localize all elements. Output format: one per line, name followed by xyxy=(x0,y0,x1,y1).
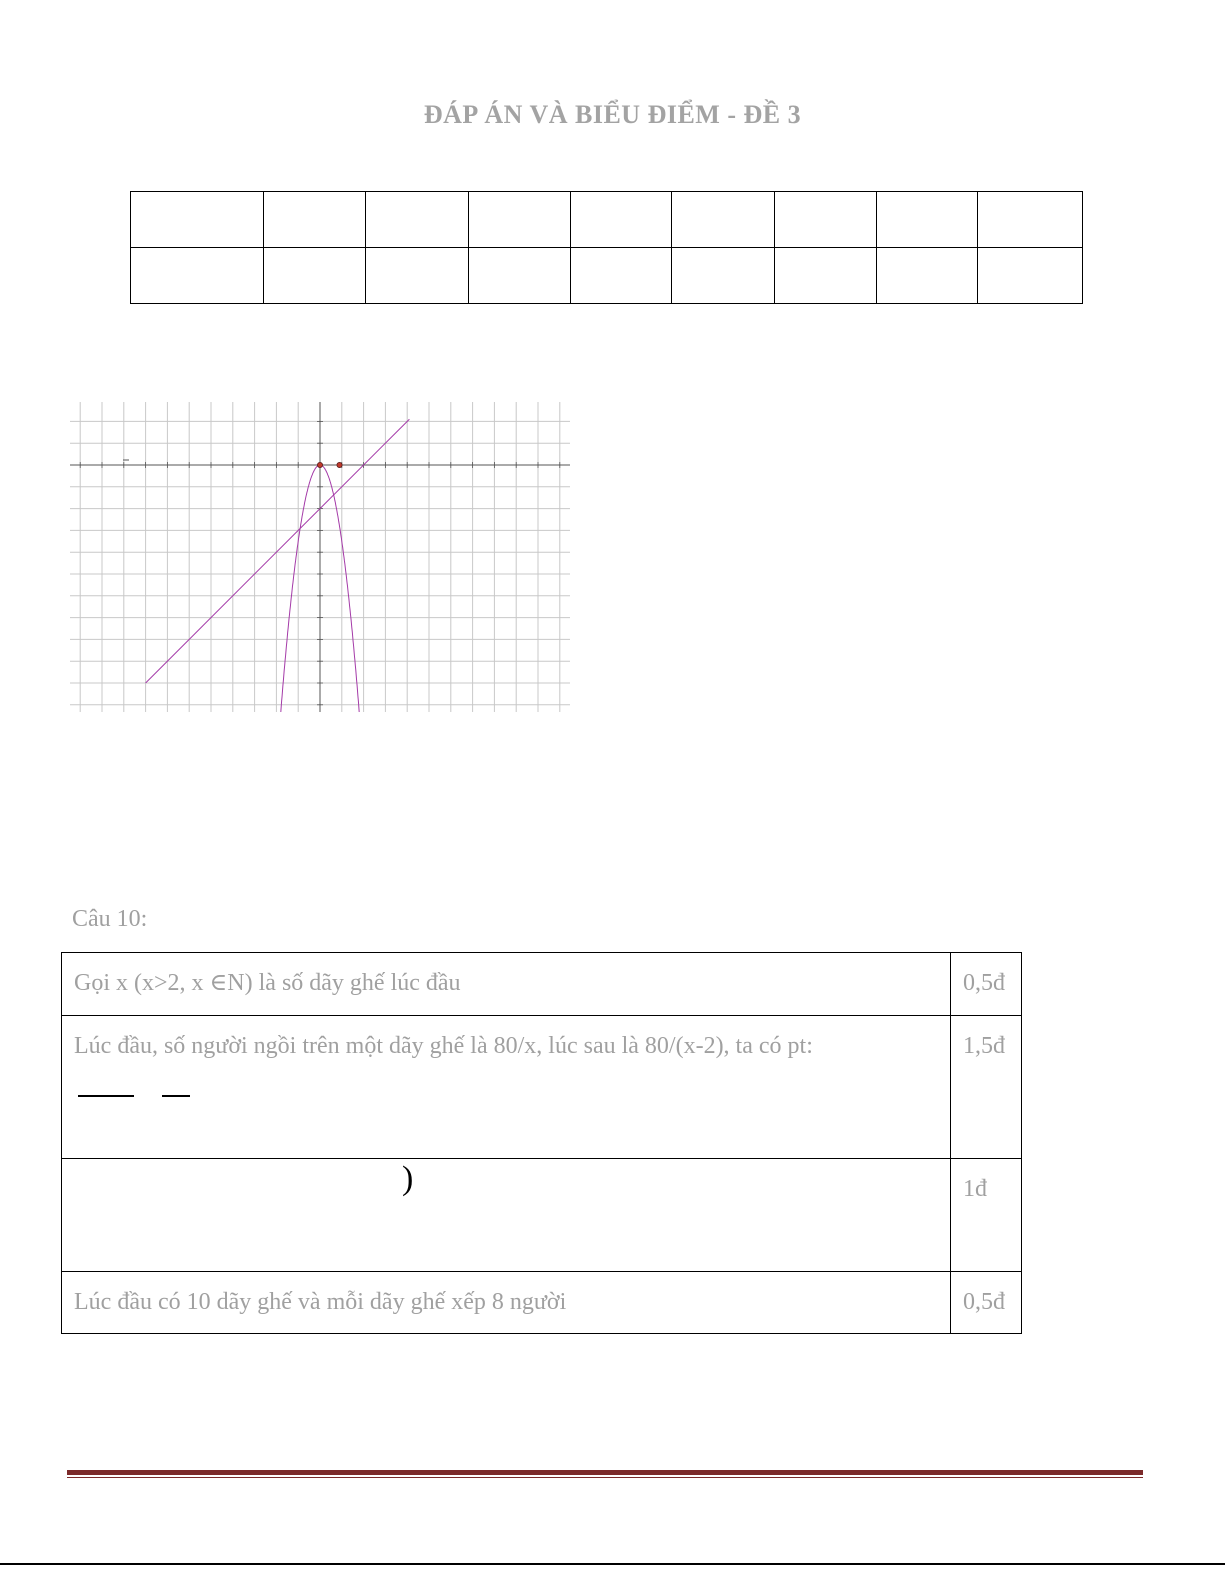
answer-grid-cell xyxy=(978,248,1083,304)
answer-grid-table xyxy=(130,191,1083,304)
solution-content-cell xyxy=(62,1016,951,1159)
solution-row xyxy=(62,953,1022,1016)
answer-grid-row xyxy=(131,192,1083,248)
solution-content: Lúc đầu, số người ngồi trên một dãy ghế là 80/x, lúc sau là 80/(x-2), ta có pt: xyxy=(74,1033,813,1059)
solution-score: 1đ xyxy=(951,1159,1022,1272)
solution-score: 0,5đ xyxy=(951,953,1022,1016)
line-curve xyxy=(146,419,410,683)
solution-table xyxy=(61,952,1022,1334)
answer-grid-cell xyxy=(775,192,877,248)
solution-score: 0,5đ xyxy=(951,1272,1022,1334)
vertex-point xyxy=(317,462,322,467)
solution-score: 1,5đ xyxy=(951,1016,1022,1159)
answer-grid-cell xyxy=(877,192,978,248)
answer-grid-cell xyxy=(263,248,365,304)
solution-content: Gọi x (x>2, x ∈N) là số dãy ghế lúc đầu xyxy=(62,953,951,1016)
answer-grid-cell xyxy=(877,248,978,304)
answer-grid-cell xyxy=(131,192,264,248)
solution-row xyxy=(62,1272,1022,1334)
function-graph xyxy=(70,402,570,712)
answer-grid-cell xyxy=(570,248,672,304)
solution-content: Lúc đầu có 10 dãy ghế và mỗi dãy ghế xếp 8 người xyxy=(62,1272,951,1334)
solution-row xyxy=(62,1159,1022,1272)
fraction-bar xyxy=(162,1095,190,1097)
intersection-point xyxy=(337,462,342,467)
fraction-bars xyxy=(74,1061,938,1101)
answer-grid-cell xyxy=(570,192,672,248)
page-bottom-edge xyxy=(0,1563,1225,1565)
solution-content: ) xyxy=(402,1160,414,1197)
answer-grid-cell xyxy=(468,248,570,304)
question-label: Câu 10: xyxy=(72,906,148,932)
footer-rule xyxy=(67,1470,1143,1478)
answer-grid-cell xyxy=(365,192,468,248)
page-title: ĐÁP ÁN VÀ BIỂU ĐIỂM - ĐỀ 3 xyxy=(423,100,802,129)
answer-grid-cell xyxy=(672,248,775,304)
answer-grid-cell xyxy=(775,248,877,304)
answer-grid-cell xyxy=(468,192,570,248)
fraction-bar xyxy=(78,1095,134,1097)
answer-grid-cell xyxy=(978,192,1083,248)
answer-grid-cell xyxy=(365,248,468,304)
solution-row xyxy=(62,1016,1022,1159)
answer-grid-cell xyxy=(131,248,264,304)
answer-grid-row xyxy=(131,248,1083,304)
answer-grid-cell xyxy=(263,192,365,248)
answer-grid-cell xyxy=(672,192,775,248)
solution-content-cell xyxy=(62,1159,951,1272)
